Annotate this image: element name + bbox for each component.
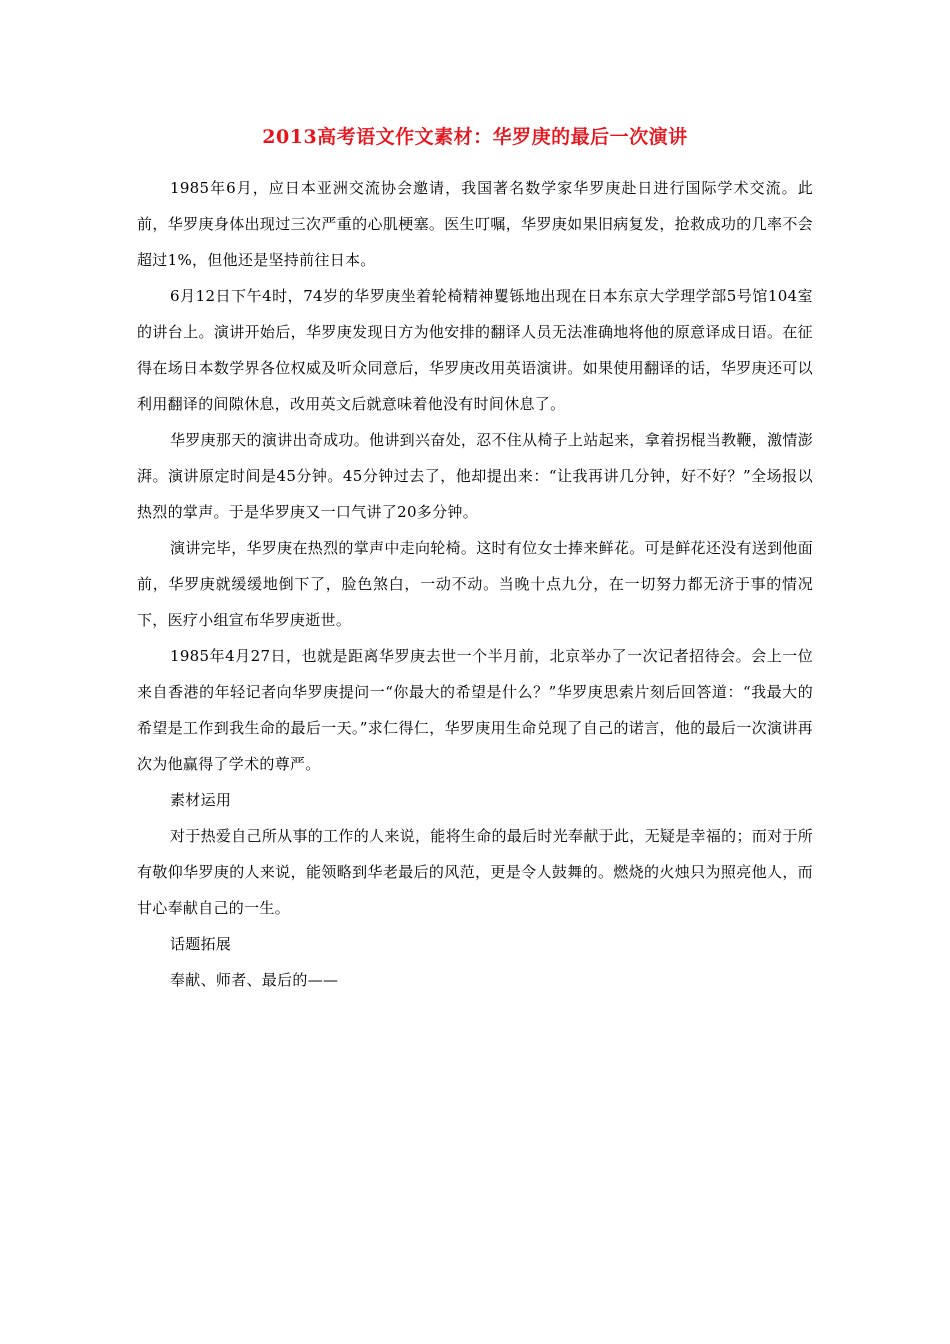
paragraph-topic-extension: 奉献、师者、最后的—— <box>170 971 339 989</box>
section-heading-material-use: 素材运用 <box>170 791 232 809</box>
paragraph-success: 华罗庚那天的演讲出奇成功。他讲到兴奋处，忍不住从椅子上站起来，拿着拐棍当教鞭，激情澎湃。演讲原定时间是45分钟。45分钟过去了，他却提出来：“让我再讲几分钟，好不好？”全场报以热烈的掌声。于是华罗庚又一口气讲了20多分钟。 <box>137 431 813 521</box>
paragraph-collapse: 演讲完毕，华罗庚在热烈的掌声中走向轮椅。这时有位女士捧来鲜花。可是鲜花还没有送到他面前，华罗庚就缓缓地倒下了，脸色煞白，一动不动。当晚十点九分，在一切努力都无济于事的情况下，医疗小组宣布华罗庚逝世。 <box>137 539 813 629</box>
paragraph-press-conference: 1985年4月27日，也就是距离华罗庚去世一个半月前，北京举办了一次记者招待会。会上一位来自香港的年轻记者向华罗庚提问一“你最大的希望是什么？”华罗庚思索片刻后回答道：“我最大的希望是工作到我生命的最后一天。”求仁得仁，华罗庚用生命兑现了自己的诺言，他的最后一次演讲再次为他赢得了学术的尊严。 <box>137 647 813 773</box>
paragraph-material-use: 对于热爱自己所从事的工作的人来说，能将生命的最后时光奉献于此，无疑是幸福的；而对于所有敬仰华罗庚的人来说，能领略到华老最后的风范，更是令人鼓舞的。燃烧的火烛只为照亮他人，而甘心奉献自己的一生。 <box>137 827 813 917</box>
document-body <box>137 170 813 998</box>
paragraph-intro: 1985年6月，应日本亚洲交流协会邀请，我国著名数学家华罗庚赴日进行国际学术交流。此前，华罗庚身体出现过三次严重的心肌梗塞。医生叮嘱，华罗庚如果旧病复发，抢救成功的几率不会超过1%，但他还是坚持前往日本。 <box>137 179 813 269</box>
section-heading-topic-extension: 话题拓展 <box>170 935 232 953</box>
paragraph-lecture: 6月12日下午4时，74岁的华罗庚坐着轮椅精神矍铄地出现在日本东京大学理学部5号馆104室的讲台上。演讲开始后，华罗庚发现日方为他安排的翻译人员无法准确地将他的原意译成日语。在征得在场日本数学界各位权威及听众同意后，华罗庚改用英语演讲。如果使用翻译的话，华罗庚还可以利用翻译的间隙休息，改用英文后就意味着他没有时间休息了。 <box>137 287 813 413</box>
document-title: 2013高考语文作文素材：华罗庚的最后一次演讲 <box>262 126 688 148</box>
